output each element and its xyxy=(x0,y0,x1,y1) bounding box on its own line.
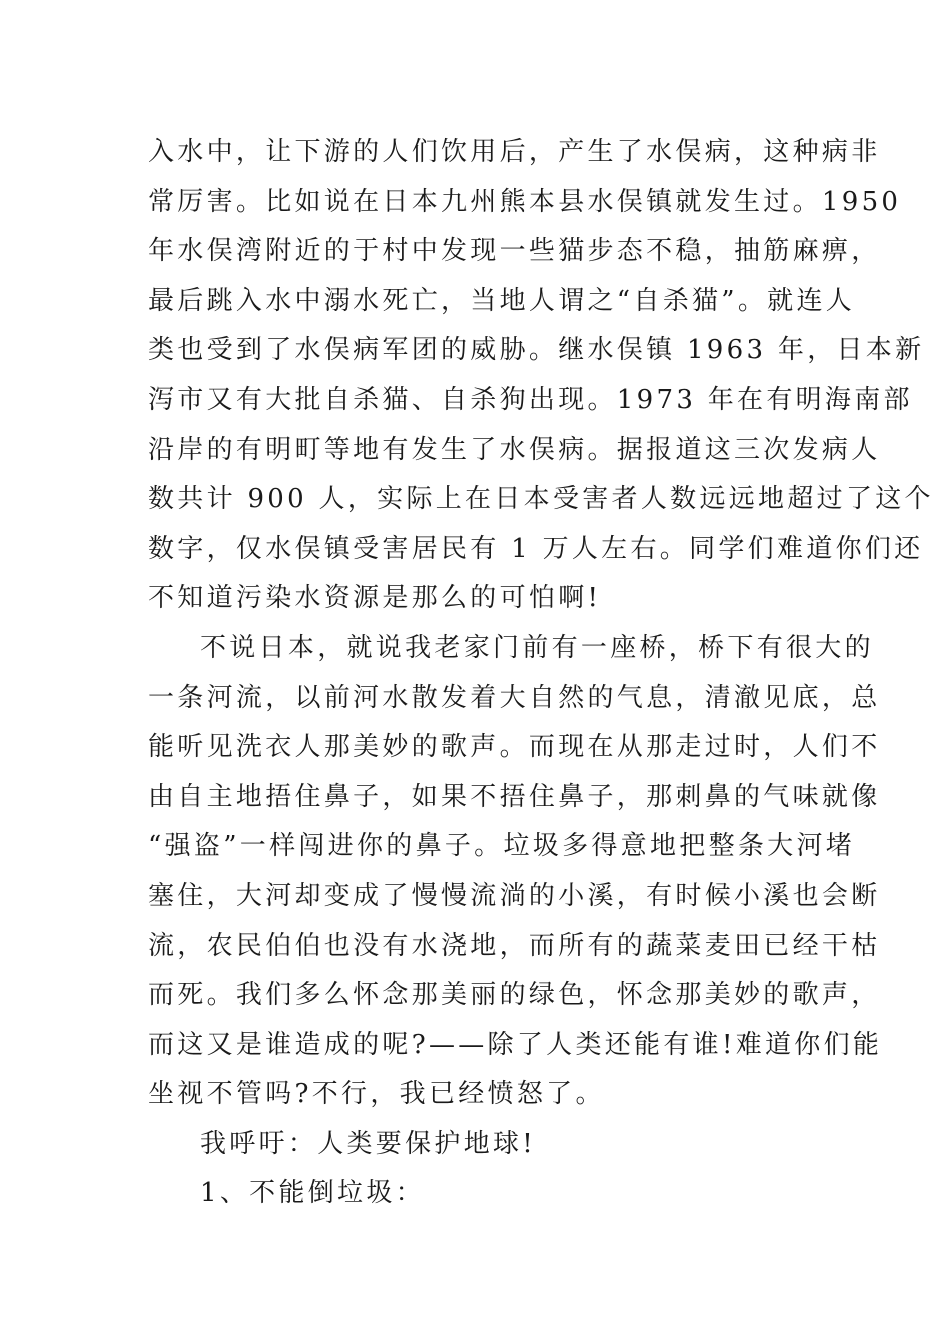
text-line: 由自主地捂住鼻子，如果不捂住鼻子，那刺鼻的气味就像 xyxy=(148,781,881,812)
text-line: 入水中，让下游的人们饮用后，产生了水俣病，这种病非 xyxy=(148,137,881,167)
text-line: 坐视不管吗?不行，我已经愤怒了。 xyxy=(148,1079,605,1110)
text-line: 年水俣湾附近的于村中发现一些猫步态不稳，抽筋麻痹， xyxy=(148,236,881,267)
text-line: 不知道污染水资源是那么的可怕啊! xyxy=(148,583,602,614)
paragraph-start-line: 不说日本，就说我老家门前有一座桥，桥下有很大的 xyxy=(200,632,874,663)
text-line: 一条河流，以前河水散发着大自然的气息，清澈见底，总 xyxy=(148,682,881,713)
text-line: “强盗”一样闯进你的鼻子。垃圾多得意地把整条大河堵 xyxy=(148,831,856,862)
paragraph-start-line: 我呼吁：人类要保护地球! xyxy=(200,1128,537,1159)
text-line: 泻市又有大批自杀猫、自杀狗出现。1973 年在有明海南部 xyxy=(148,384,913,415)
text-line: 数字，仅水俣镇受害居民有 1 万人左右。同学们难道你们还 xyxy=(148,533,924,564)
document-body xyxy=(148,128,934,1219)
text-line: 而这又是谁造成的呢?——除了人类还能有谁!难道你们能 xyxy=(148,1029,883,1060)
text-line: 类也受到了水俣病军团的威胁。继水俣镇 1963 年，日本新 xyxy=(148,335,925,366)
text-line: 塞住，大河却变成了慢慢流淌的小溪，有时候小溪也会断 xyxy=(148,880,881,911)
text-line: 能听见洗衣人那美妙的歌声。而现在从那走过时，人们不 xyxy=(148,732,881,763)
text-line: 数共计 900 人，实际上在日本受害者人数远远地超过了这个 xyxy=(148,484,934,515)
list-item-line: 1、不能倒垃圾： xyxy=(200,1178,425,1209)
text-line: 而死。我们多么怀念那美丽的绿色，怀念那美妙的歌声， xyxy=(148,980,881,1011)
text-line: 流，农民伯伯也没有水浇地，而所有的蔬菜麦田已经干枯 xyxy=(148,930,881,961)
text-line: 常厉害。比如说在日本九州熊本县水俣镇就发生过。1950 xyxy=(148,186,902,217)
text-line: 最后跳入水中溺水死亡，当地人谓之“自杀猫”。就连人 xyxy=(148,285,856,316)
text-line: 沿岸的有明町等地有发生了水俣病。据报道这三次发病人 xyxy=(148,434,881,465)
